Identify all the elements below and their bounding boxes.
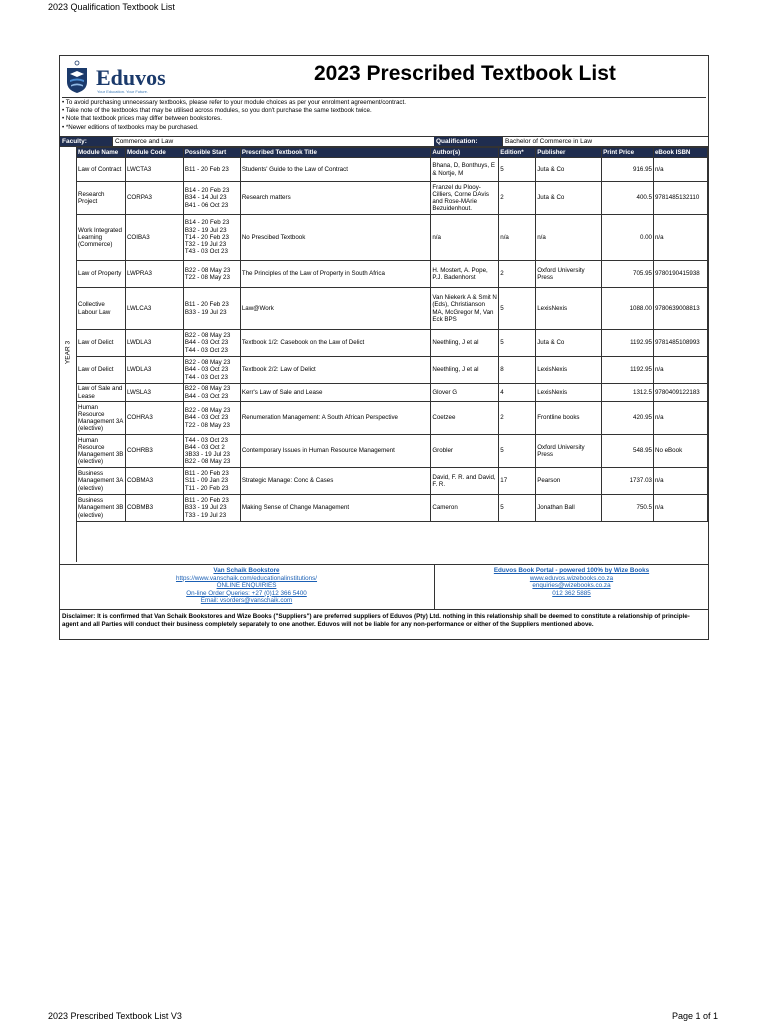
vanschaik-contact bbox=[60, 567, 433, 605]
shield-icon bbox=[64, 60, 90, 94]
cell-module-code: LWCTA3 bbox=[125, 158, 183, 182]
cell-print-price: 0.00 bbox=[602, 215, 654, 261]
cell-possible-start: B14 - 20 Feb 23 B32 - 19 Jul 23 T14 - 20 Feb 23 T32 - 19 Jul 23 T43 - 03 Oct 23 bbox=[183, 215, 240, 261]
cell-ebook-isbn: 9780639008813 bbox=[653, 288, 707, 330]
cell-edition: 5 bbox=[499, 330, 536, 357]
cell-print-price: 916.95 bbox=[602, 158, 654, 182]
cell-ebook-isbn: 9781485132110 bbox=[653, 182, 707, 215]
cell-authors: Coetzee bbox=[431, 402, 499, 435]
cell-ebook-isbn: n/a bbox=[653, 158, 707, 182]
faculty-value: Commerce and Law bbox=[112, 137, 433, 146]
cell-possible-start: B22 - 08 May 23 B44 - 03 Oct 23 T44 - 03 Oct 23 bbox=[183, 330, 240, 357]
cell-publisher: Frontline books bbox=[536, 402, 602, 435]
cell-edition: 4 bbox=[499, 384, 536, 402]
col-authors: Author(s) bbox=[431, 148, 499, 158]
cell-edition: 2 bbox=[499, 261, 536, 288]
col-textbook-title: Prescribed Textbook Title bbox=[240, 148, 431, 158]
cell-ebook-isbn: 9780190415938 bbox=[653, 261, 707, 288]
cell-authors: Franzel du Plooy-Cilliers, Corne DAvis and Rose-MArie Bezuidenhout. bbox=[431, 182, 499, 215]
cell-module-code: COHRB3 bbox=[125, 435, 183, 468]
note-item: • To avoid purchasing unnecessary textbooks, please refer to your module choices as per your enrolment agreement/contract. bbox=[62, 99, 406, 106]
eduvos-logo bbox=[64, 60, 174, 96]
cell-authors: Glover G bbox=[431, 384, 499, 402]
cell-module-name: Law of Contract bbox=[77, 158, 126, 182]
cell-publisher: Jonathan Ball bbox=[536, 495, 602, 522]
cell-module-code: LWSLA3 bbox=[125, 384, 183, 402]
cell-edition: 5 bbox=[499, 435, 536, 468]
table-row bbox=[77, 495, 708, 522]
cell-textbook-title: Contemporary Issues in Human Resource Management bbox=[240, 435, 431, 468]
cell-print-price: 750.5 bbox=[602, 495, 654, 522]
cell-possible-start: B22 - 08 May 23 B44 - 03 Oct 23 T22 - 08 May 23 bbox=[183, 402, 240, 435]
year-label: YEAR 3 bbox=[64, 340, 72, 365]
cell-possible-start: B11 - 20 Feb 23 bbox=[183, 158, 240, 182]
cell-publisher: LexisNexis bbox=[536, 288, 602, 330]
cell-edition: 2 bbox=[499, 182, 536, 215]
cell-edition: 8 bbox=[499, 357, 536, 384]
cell-edition: 5 bbox=[499, 288, 536, 330]
cell-possible-start: B11 - 20 Feb 23 S11 - 09 Jan 23 T11 - 20 Feb 23 bbox=[183, 468, 240, 495]
cell-publisher: Oxford University Press bbox=[536, 435, 602, 468]
cell-possible-start: B11 - 20 Feb 23 B33 - 19 Jul 23 T33 - 19 Jul 23 bbox=[183, 495, 240, 522]
cell-edition: 17 bbox=[499, 468, 536, 495]
cell-ebook-isbn: 9781485108993 bbox=[653, 330, 707, 357]
cell-publisher: Pearson bbox=[536, 468, 602, 495]
cell-authors: Bhana, D, Bonthuys, E & Nortje, M bbox=[431, 158, 499, 182]
cell-authors: Neethling, J et al bbox=[431, 330, 499, 357]
cell-ebook-isbn: No eBook bbox=[653, 435, 707, 468]
col-ebook-isbn: eBook ISBN bbox=[653, 148, 707, 158]
cell-textbook-title: Renumeration Management: A South African Perspective bbox=[240, 402, 431, 435]
cell-module-name: Collective Labour Law bbox=[77, 288, 126, 330]
cell-module-name: Law of Property bbox=[77, 261, 126, 288]
cell-edition: 5 bbox=[499, 158, 536, 182]
page-title: 2023 Prescribed Textbook List bbox=[314, 62, 616, 85]
cell-edition: 2 bbox=[499, 402, 536, 435]
cell-textbook-title: Textbook 2/2: Law of Delict bbox=[240, 357, 431, 384]
wize-email-link[interactable]: enquiries@wizebooks.co.za bbox=[532, 582, 611, 589]
cell-print-price: 1088.00 bbox=[602, 288, 654, 330]
cell-possible-start: B14 - 20 Feb 23 B34 - 14 Jul 23 B41 - 06 Oct 23 bbox=[183, 182, 240, 215]
wize-contact bbox=[434, 565, 708, 609]
cell-print-price: 548.95 bbox=[602, 435, 654, 468]
cell-textbook-title: Students' Guide to the Law of Contract bbox=[240, 158, 431, 182]
cell-print-price: 420.95 bbox=[602, 402, 654, 435]
note-item: • Take note of the textbooks that may be utilised across modules, so you don't purchase the same textbook twice. bbox=[62, 107, 372, 115]
col-print-price: Print Price bbox=[602, 148, 654, 158]
cell-authors: n/a bbox=[431, 215, 499, 261]
cell-textbook-title: Making Sense of Change Management bbox=[240, 495, 431, 522]
contacts-section bbox=[60, 564, 708, 610]
textbook-sheet bbox=[59, 55, 709, 640]
table-row bbox=[77, 261, 708, 288]
cell-module-code: COBMA3 bbox=[125, 468, 183, 495]
cell-textbook-title: The Principles of the Law of Property in South Africa bbox=[240, 261, 431, 288]
cell-textbook-title: Strategic Manage: Conc & Cases bbox=[240, 468, 431, 495]
cell-ebook-isbn: n/a bbox=[653, 215, 707, 261]
cell-textbook-title: Research matters bbox=[240, 182, 431, 215]
cell-textbook-title: No Prescibed Textbook bbox=[240, 215, 431, 261]
cell-edition: 5 bbox=[499, 495, 536, 522]
cell-module-name: Human Resource Management 3B (elective) bbox=[77, 435, 126, 468]
cell-ebook-isbn: 9780409122183 bbox=[653, 384, 707, 402]
cell-module-code: CORPA3 bbox=[125, 182, 183, 215]
cell-ebook-isbn: n/a bbox=[653, 468, 707, 495]
cell-module-code: COIBA3 bbox=[125, 215, 183, 261]
cell-module-name: Business Management 3B (elective) bbox=[77, 495, 126, 522]
cell-module-code: COHRA3 bbox=[125, 402, 183, 435]
notes-list bbox=[62, 97, 706, 132]
cell-ebook-isbn: n/a bbox=[653, 402, 707, 435]
col-module-name: Module Name bbox=[77, 148, 126, 158]
cell-module-code: LWDLA3 bbox=[125, 330, 183, 357]
table-row bbox=[77, 182, 708, 215]
vanschaik-phone-link[interactable]: On-line Order Queries: +27 (0)12 366 5400 bbox=[186, 589, 307, 597]
cell-print-price: 1192.95 bbox=[602, 357, 654, 384]
cell-textbook-title: Kerr's Law of Sale and Lease bbox=[240, 384, 431, 402]
page-header: 2023 Qualification Textbook List bbox=[48, 2, 175, 12]
wize-url-link[interactable]: www.eduvos.wizebooks.co.za bbox=[529, 574, 614, 582]
note-item: • *Newer editions of textbooks may be purchased. bbox=[62, 123, 199, 131]
table-row bbox=[77, 402, 708, 435]
meta-row bbox=[60, 136, 708, 147]
cell-module-name: Law of Delict bbox=[77, 357, 126, 384]
logo-brand: Eduvos bbox=[96, 65, 166, 90]
cell-print-price: 1192.95 bbox=[602, 330, 654, 357]
cell-publisher: n/a bbox=[536, 215, 602, 261]
cell-textbook-title: Textbook 1/2: Casebook on the Law of Delict bbox=[240, 330, 431, 357]
cell-publisher: Juta & Co bbox=[536, 330, 602, 357]
wize-name-link[interactable]: Eduvos Book Portal - powered 100% by Wize Books bbox=[493, 567, 650, 574]
vanschaik-email-link[interactable]: Email: vsorders@vanschaik.com bbox=[200, 597, 293, 604]
cell-module-name: Work Integrated Learning (Commerce) bbox=[77, 215, 126, 261]
table-row bbox=[77, 468, 708, 495]
cell-module-name: Law of Delict bbox=[77, 330, 126, 357]
cell-module-code: LWPRA3 bbox=[125, 261, 183, 288]
disclaimer: Disclaimer: It is confirmed that Van Schaik Bookstores and Wize Books ("Suppliers") are preferred suppliers of Eduvos (Pty) Ltd. nothing in this relationship shall be deemed to constitute a relationship of principle-agent and all Parties will conduct their business completely separately to one another. Eduvos will not be liable for any non-performance or either of the Suppliers mentioned above. bbox=[62, 613, 690, 629]
wize-phone-link[interactable]: 012 362 5885 bbox=[552, 589, 591, 597]
cell-print-price: 400.5 bbox=[602, 182, 654, 215]
qualification-value: Bachelor of Commerce in Law bbox=[502, 137, 705, 146]
footer-left: 2023 Prescribed Textbook List V3 bbox=[48, 1011, 182, 1021]
col-module-code: Module Code bbox=[125, 148, 183, 158]
cell-module-name: Law of Sale and Lease bbox=[77, 384, 126, 402]
cell-possible-start: B22 - 08 May 23 B44 - 03 Oct 23 T44 - 03 Oct 23 bbox=[183, 357, 240, 384]
logo-tagline: Your Education. Your Future. bbox=[97, 89, 148, 94]
year-column bbox=[60, 147, 77, 562]
faculty-label: Faculty: bbox=[60, 137, 112, 146]
cell-edition: n/a bbox=[499, 215, 536, 261]
cell-module-code: LWDLA3 bbox=[125, 357, 183, 384]
table-row bbox=[77, 215, 708, 261]
cell-module-name: Research Project bbox=[77, 182, 126, 215]
table-row bbox=[77, 435, 708, 468]
vanschaik-enquiries-link[interactable]: ONLINE ENQUIRIES bbox=[216, 582, 277, 589]
cell-module-code: LWLCA3 bbox=[125, 288, 183, 330]
col-edition: Edition* bbox=[499, 148, 536, 158]
col-publisher: Publisher bbox=[536, 148, 602, 158]
cell-authors: H. Mostert, A. Pope, P.J. Badenhorst bbox=[431, 261, 499, 288]
cell-publisher: Oxford University Press bbox=[536, 261, 602, 288]
cell-ebook-isbn: n/a bbox=[653, 495, 707, 522]
cell-possible-start: B22 - 08 May 23 B44 - 03 Oct 23 bbox=[183, 384, 240, 402]
cell-authors: Van Niekerk A & Smit N (Eds), Christianson MA, McGregor M, Van Eck BPS bbox=[431, 288, 499, 330]
table-row bbox=[77, 357, 708, 384]
textbook-table bbox=[76, 147, 708, 522]
cell-ebook-isbn: n/a bbox=[653, 357, 707, 384]
cell-authors: Neethling, J et al bbox=[431, 357, 499, 384]
note-item: • Note that textbook prices may differ between bookstores. bbox=[62, 115, 222, 123]
cell-possible-start: B11 - 20 Feb 23 B33 - 19 Jul 23 bbox=[183, 288, 240, 330]
cell-publisher: LexisNexis bbox=[536, 357, 602, 384]
cell-publisher: Juta & Co bbox=[536, 158, 602, 182]
table-header-row bbox=[77, 148, 708, 158]
cell-module-name: Human Resource Management 3A (elective) bbox=[77, 402, 126, 435]
cell-module-code: COBMB3 bbox=[125, 495, 183, 522]
col-possible-start: Possible Start bbox=[183, 148, 240, 158]
vanschaik-name-link[interactable]: Van Schaik Bookstore bbox=[213, 567, 280, 574]
table-row bbox=[77, 158, 708, 182]
cell-print-price: 705.95 bbox=[602, 261, 654, 288]
cell-module-name: Business Management 3A (elective) bbox=[77, 468, 126, 495]
cell-print-price: 1737.03 bbox=[602, 468, 654, 495]
cell-textbook-title: Law@Work bbox=[240, 288, 431, 330]
footer-right: Page 1 of 1 bbox=[671, 1011, 718, 1021]
table-row bbox=[77, 288, 708, 330]
vanschaik-url-link[interactable]: https://www.vanschaik.com/educationalinstitutions/ bbox=[175, 574, 318, 582]
cell-possible-start: T44 - 03 Oct 23 B44 - 03 Oct 2 3B33 - 19 Jul 23 B22 - 08 May 23 bbox=[183, 435, 240, 468]
cell-publisher: LexisNexis bbox=[536, 384, 602, 402]
cell-authors: Cameron bbox=[431, 495, 499, 522]
table-row bbox=[77, 330, 708, 357]
cell-publisher: Juta & Co bbox=[536, 182, 602, 215]
cell-possible-start: B22 - 08 May 23 T22 - 08 May 23 bbox=[183, 261, 240, 288]
cell-print-price: 1312.5 bbox=[602, 384, 654, 402]
cell-authors: Grobler bbox=[431, 435, 499, 468]
qualification-label: Qualification: bbox=[434, 137, 502, 146]
table-row bbox=[77, 384, 708, 402]
cell-authors: David, F. R. and David, F. R. bbox=[431, 468, 499, 495]
